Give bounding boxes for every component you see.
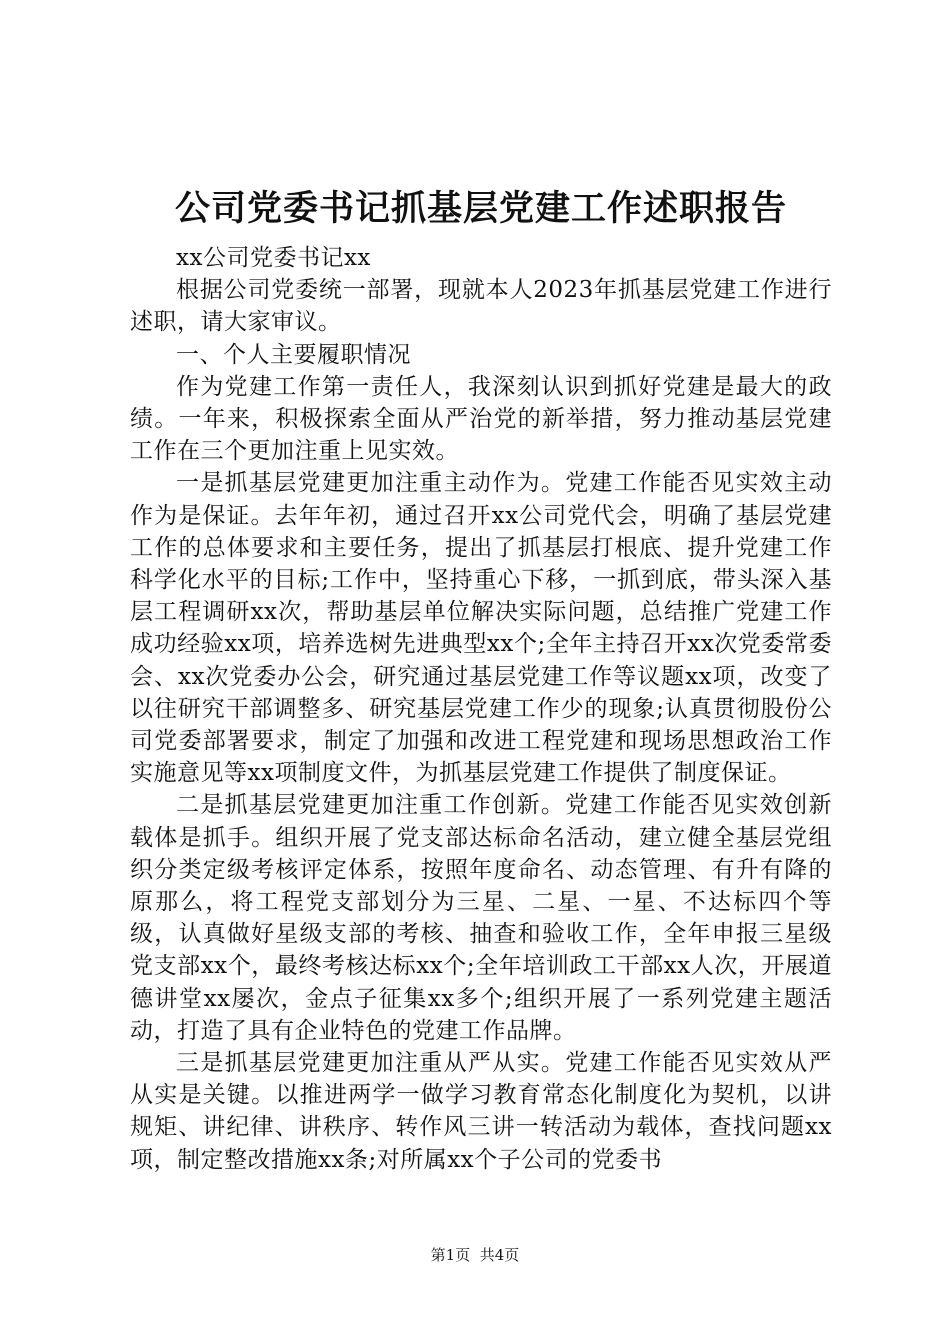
section-heading: 一、个人主要履职情况	[176, 341, 411, 368]
page-total: 共4页	[479, 1246, 520, 1264]
page-footer	[0, 1245, 950, 1265]
body-paragraph: 一是抓基层党建更加注重主动作为。党建工作能否见实效主动作为是保证。去年年初，通过召开xx公司党代会，明确了基层党建工作的总体要求和主要任务，提出了抓基层打根底、提升党建工作科学化水平的目标;工作中，坚持重心下移，一抓到底，带头深入基层工程调研xx次，帮助基层单位解决实际问题，总结推广党建工作成功经验xx项，培养选树先进典型xx个;全年主持召开xx次党委常委会、xx次党委办公会，研究通过基层党建工作等议题xx项，改变了以往研究干部调整多、研究基层党建工作少的现象;认真贯彻股份公司党委部署要求，制定了加强和改进工程党建和现场思想政治工作实施意见等xx项制度文件，为抓基层党建工作提供了制度保证。	[130, 470, 832, 787]
body-paragraph: 二是抓基层党建更加注重工作创新。党建工作能否见实效创新载体是抓手。组织开展了党支部达标命名活动，建立健全基层党组织分类定级考核评定体系，按照年度命名、动态管理、有升有降的原那么，将工程党支部划分为三星、二星、一星、不达标四个等级，认真做好星级支部的考核、抽查和验收工作，全年申报三星级党支部xx个，最终考核达标xx个;全年培训政工干部xx人次，开展道德讲堂xx屡次，金点子征集xx多个;组织开展了一系列党建主题活动，打造了具有企业特色的党建工作品牌。	[130, 792, 832, 1044]
document-body	[130, 242, 832, 1176]
author-line: xx公司党委书记xx	[176, 245, 371, 271]
intro-paragraph: 根据公司党委统一部署，现就本人2023年抓基层党建工作进行述职，请大家审议。	[130, 277, 832, 336]
page-number: 第1页	[430, 1246, 471, 1264]
body-paragraph: 作为党建工作第一责任人，我深刻认识到抓好党建是最大的政绩。一年来，积极探索全面从严治党的新举措，努力推动基层党建工作在三个更加注重上见实效。	[130, 373, 832, 465]
body-paragraph: 三是抓基层党建更加注重从严从实。党建工作能否见实效从严从实是关键。以推进两学一做学习教育常态化制度化为契机，以讲规矩、讲纪律、讲秩序、转作风三讲一转活动为载体，查找问题xx项，制定整改措施xx条;对所属xx个子公司的党委书	[130, 1050, 832, 1173]
document-title: 公司党委书记抓基层党建工作述职报告	[174, 188, 787, 229]
